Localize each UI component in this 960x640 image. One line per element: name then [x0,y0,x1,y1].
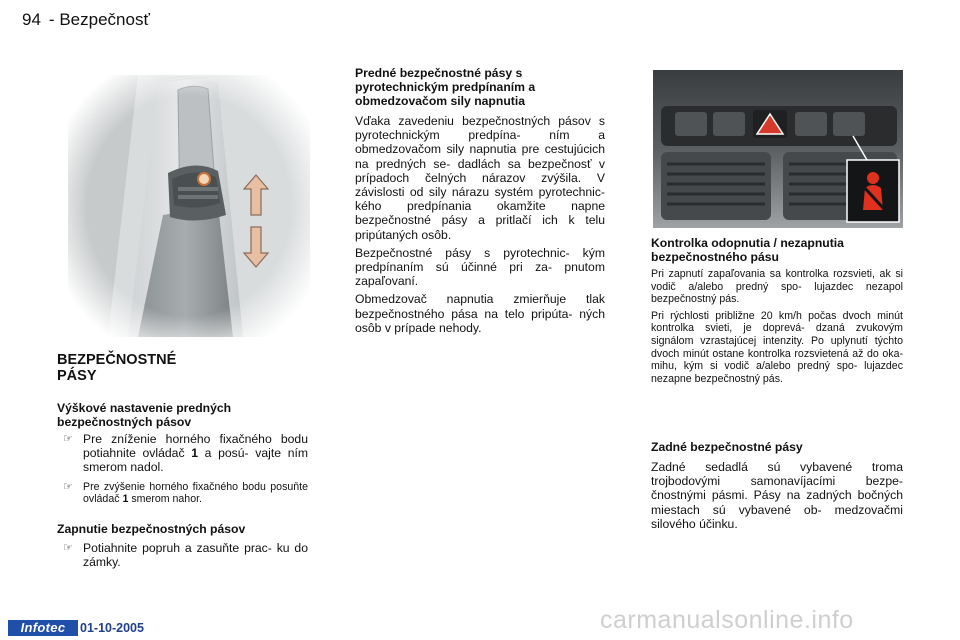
infotec-logo: Infotec [8,620,78,636]
footer-date: 01-10-2005 [80,621,144,635]
fasten-belt-block [57,522,308,569]
warning-light-block [651,236,903,385]
fasten-title: Zapnutie bezpečnostných pásov [57,522,246,536]
header-separator: - [48,10,55,29]
pointing-hand-icon: ☞ [63,480,73,493]
rear-belts-paragraph: Zadné sedadlá sú vybavené troma trojbodovými samonavíjacími bezpe- čnostnými pásmi. Pásy na zadných bočných miestach sú vybavené ob- medzovačmi silového účinku. [651,460,903,531]
warning-title-line2: bezpečnostného pásu [651,250,779,264]
pointing-hand-icon: ☞ [63,542,73,554]
warning-title-line1: Kontrolka odopnutia / nezapnutia [651,236,844,250]
rear-belts-block [651,440,903,531]
section-title-line1: BEZPEČNOSTNÉ [57,352,177,368]
watermark: carmanualsonline.info [600,606,854,634]
rear-belts-title: Zadné bezpečnostné pásy [651,440,803,454]
dashboard-warning-light-image [653,70,903,228]
pretensioner-paragraph-3: Obmedzovač napnutia zmierňuje tlak bezpečnostného pása na telo pripúta- ných osôb v prípade nehody. [355,292,605,335]
page-number: 94 [22,10,41,29]
page-title: Bezpečnosť [59,10,150,29]
pretensioner-title-line1: Predné bezpečnostné pásy s [355,66,523,80]
pretensioner-title-line3: obmedzovačom sily napnutia [355,94,525,108]
pointing-hand-icon: ☞ [63,433,73,445]
height-adjustment-block [57,401,308,506]
pretensioner-block [355,66,605,335]
pretensioner-paragraph-1: Vďaka zavedeniu bezpečnostných pásov s pyrotechnickým predpína- ním a obmedzovačom sily napnutia pre cestujúcich na predných se- dadlách sa bezpečnosť v prípadoch čelných nárazov zvýšila. V závislosti od sily nárazu systém pyrotechnic- kého predpínania okamžite napne bezpečnostné pásy a pritlačí ich k telu pripútaných osôb. [355,114,605,242]
section-title-line2: PÁSY [57,368,97,384]
section-heading [57,352,307,384]
control-ref: 1 [122,493,129,506]
height-adjust-title-line2: bezpečnostných pásov [57,415,192,429]
raise-anchor-instruction: ☞ Pre zvýšenie horného fixačného bodu posuňte ovládač 1 smerom nahor. [63,480,308,506]
pretensioner-paragraph-2: Bezpečnostné pásy s pyrotechnic- kým predpínaním sú účinné pri za- pnutom zapaľovaní. [355,245,605,289]
page-header [22,10,150,30]
pretensioner-title-line2: pyrotechnickým predpínaním a [355,80,536,94]
height-adjust-title-line1: Výškové nastavenie predných [57,401,232,415]
warning-paragraph-1: Pri zapnutí zapaľovania sa kontrolka rozsvieti, ak si vodič a/alebo predný spo- lujazdec nezapol bezpečnostný pás. [651,268,903,306]
control-ref: 1 [191,446,198,461]
warning-paragraph-2: Pri rýchlosti približne 20 km/h počas dvoch minút kontrolka svieti, je doprevá- dzaná zvukovým signálom vzrastajúcej intenzity. Po uplynutí týchto dvoch minút ostane kontrolka rozsvietená až do oka- mihu, kým si vodič a/alebo predný spo- lujazdec nezapne bezpečnostný pás. [651,309,903,385]
seatbelt-height-adjuster-image [68,75,310,337]
lower-anchor-instruction: ☞ Pre zníženie horného fixačného bodu potiahnite ovládač 1 a posú- vajte ním smerom nadol. [63,432,309,475]
fasten-instruction: ☞ Potiahnite popruh a zasuňte prac- ku do zámky. [63,541,308,570]
